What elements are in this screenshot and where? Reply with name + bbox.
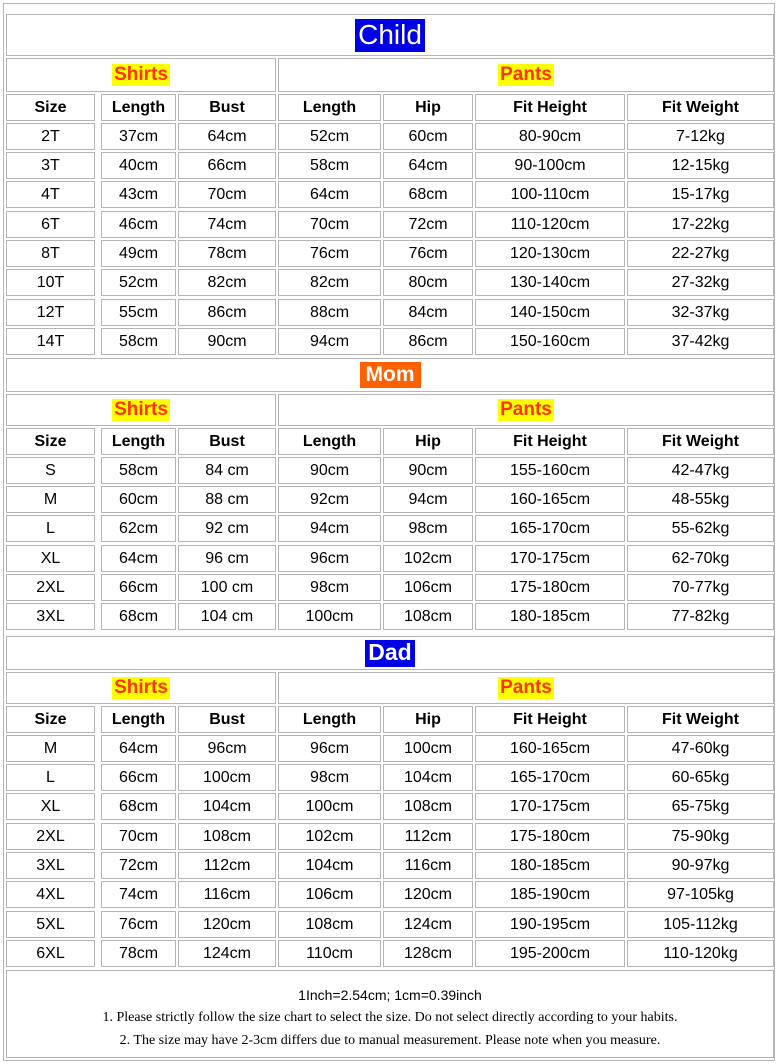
child-table-cell: 78cm: [178, 240, 276, 267]
child-table-cell: 150-160cm: [475, 328, 625, 355]
dad-table-cell: 104cm: [278, 852, 381, 879]
child-table-cell: 37cm: [101, 123, 176, 150]
child-pants-label: Pants: [500, 64, 552, 85]
dad-table-cell: 96cm: [278, 735, 381, 762]
mom-table-cell: 62-70kg: [627, 545, 774, 572]
dad-table-cell: 100cm: [383, 735, 473, 762]
child-column-header: Length: [278, 94, 381, 121]
mom-table-cell: 42-47kg: [627, 457, 774, 484]
child-shirts-label: Shirts: [114, 64, 168, 85]
dad-table-cell: 108cm: [383, 793, 473, 820]
child-table-cell: 14T: [6, 328, 95, 355]
dad-table-cell: 78cm: [101, 940, 176, 967]
mom-column-header: Fit Weight: [627, 428, 774, 455]
dad-table-cell: 110-120kg: [627, 940, 774, 967]
dad-section-banner: [6, 636, 774, 670]
child-table-cell: 60cm: [383, 123, 473, 150]
child-table-cell: 2T: [6, 123, 95, 150]
dad-section-title: Dad: [365, 640, 414, 667]
dad-column-header: Length: [101, 706, 176, 733]
child-table-cell: 7-12kg: [627, 123, 774, 150]
dad-column-header: Bust: [178, 706, 276, 733]
mom-shirts-header: [6, 394, 276, 426]
dad-table-cell: 185-190cm: [475, 881, 625, 908]
child-table-cell: 12T: [6, 299, 95, 326]
unit-conversion: 1Inch=2.54cm; 1cm=0.39inch: [298, 987, 482, 1003]
child-table-cell: 3T: [6, 152, 95, 179]
child-table-cell: 80cm: [383, 269, 473, 296]
dad-table-cell: 106cm: [278, 881, 381, 908]
dad-table-cell: 3XL: [6, 852, 95, 879]
dad-table-cell: 96cm: [178, 735, 276, 762]
dad-table-cell: 112cm: [383, 823, 473, 850]
dad-table-cell: 98cm: [278, 764, 381, 791]
child-table-cell: 22-27kg: [627, 240, 774, 267]
child-table-cell: 64cm: [178, 123, 276, 150]
mom-table-cell: 62cm: [101, 515, 176, 542]
child-table-cell: 49cm: [101, 240, 176, 267]
mom-table-cell: 92 cm: [178, 515, 276, 542]
child-table-cell: 82cm: [178, 269, 276, 296]
child-table-cell: 68cm: [383, 181, 473, 208]
mom-table-cell: 88 cm: [178, 486, 276, 513]
dad-table-cell: 100cm: [278, 793, 381, 820]
notes-box: [6, 970, 774, 1058]
dad-table-cell: 72cm: [101, 852, 176, 879]
dad-table-cell: 74cm: [101, 881, 176, 908]
mom-table-cell: 104 cm: [178, 603, 276, 630]
mom-table-cell: XL: [6, 545, 95, 572]
child-table-cell: 15-17kg: [627, 181, 774, 208]
mom-column-header: Fit Height: [475, 428, 625, 455]
child-table-cell: 12-15kg: [627, 152, 774, 179]
mom-table-cell: 84 cm: [178, 457, 276, 484]
dad-table-cell: 105-112kg: [627, 911, 774, 938]
child-table-cell: 86cm: [383, 328, 473, 355]
child-table-cell: 6T: [6, 211, 95, 238]
mom-table-cell: 180-185cm: [475, 603, 625, 630]
mom-table-cell: M: [6, 486, 95, 513]
child-column-header: Bust: [178, 94, 276, 121]
child-table-cell: 94cm: [278, 328, 381, 355]
dad-table-cell: 76cm: [101, 911, 176, 938]
mom-table-cell: 165-170cm: [475, 515, 625, 542]
child-table-cell: 17-22kg: [627, 211, 774, 238]
child-table-cell: 46cm: [101, 211, 176, 238]
dad-table-cell: 195-200cm: [475, 940, 625, 967]
mom-table-cell: S: [6, 457, 95, 484]
dad-table-cell: 120cm: [178, 911, 276, 938]
dad-table-cell: 175-180cm: [475, 823, 625, 850]
dad-table-cell: 70cm: [101, 823, 176, 850]
dad-table-cell: 66cm: [101, 764, 176, 791]
mom-table-cell: 55-62kg: [627, 515, 774, 542]
dad-shirts-header: [6, 672, 276, 704]
mom-table-cell: 48-55kg: [627, 486, 774, 513]
child-table-cell: 76cm: [278, 240, 381, 267]
mom-table-cell: 90cm: [383, 457, 473, 484]
dad-table-cell: 108cm: [278, 911, 381, 938]
mom-table-cell: 170-175cm: [475, 545, 625, 572]
mom-table-cell: 70-77kg: [627, 574, 774, 601]
mom-table-cell: 100 cm: [178, 574, 276, 601]
dad-table-cell: 104cm: [178, 793, 276, 820]
mom-table-cell: 96cm: [278, 545, 381, 572]
child-table-cell: 100-110cm: [475, 181, 625, 208]
dad-table-cell: 65-75kg: [627, 793, 774, 820]
child-table-cell: 88cm: [278, 299, 381, 326]
child-table-cell: 55cm: [101, 299, 176, 326]
dad-table-cell: 5XL: [6, 911, 95, 938]
mom-table-cell: 100cm: [278, 603, 381, 630]
child-table-cell: 130-140cm: [475, 269, 625, 296]
dad-table-cell: 124cm: [383, 911, 473, 938]
mom-table-cell: 68cm: [101, 603, 176, 630]
child-table-cell: 120-130cm: [475, 240, 625, 267]
dad-table-cell: L: [6, 764, 95, 791]
dad-shirts-label: Shirts: [114, 677, 168, 698]
mom-pants-label: Pants: [500, 399, 552, 420]
dad-table-cell: 124cm: [178, 940, 276, 967]
child-shirts-header: [6, 58, 276, 92]
child-table-cell: 40cm: [101, 152, 176, 179]
child-column-header: Hip: [383, 94, 473, 121]
mom-column-header: Bust: [178, 428, 276, 455]
child-table-cell: 37-42kg: [627, 328, 774, 355]
child-table-cell: 27-32kg: [627, 269, 774, 296]
mom-table-cell: 106cm: [383, 574, 473, 601]
child-table-cell: 70cm: [278, 211, 381, 238]
dad-table-cell: 97-105kg: [627, 881, 774, 908]
child-table-cell: 32-37kg: [627, 299, 774, 326]
note-2: 2. The size may have 2-3cm differs due to manual measurement. Please note when you measure.: [119, 1033, 661, 1048]
dad-table-cell: 47-60kg: [627, 735, 774, 762]
child-table-cell: 70cm: [178, 181, 276, 208]
child-table-cell: 58cm: [278, 152, 381, 179]
mom-table-cell: L: [6, 515, 95, 542]
mom-table-cell: 3XL: [6, 603, 95, 630]
child-section-title: Child: [355, 19, 425, 52]
child-table-cell: 8T: [6, 240, 95, 267]
child-table-cell: 52cm: [278, 123, 381, 150]
child-section-banner: [6, 14, 774, 56]
dad-column-header: Hip: [383, 706, 473, 733]
mom-table-cell: 58cm: [101, 457, 176, 484]
dad-table-cell: 110cm: [278, 940, 381, 967]
child-column-header: Fit Weight: [627, 94, 774, 121]
dad-table-cell: 160-165cm: [475, 735, 625, 762]
child-table-cell: 74cm: [178, 211, 276, 238]
dad-table-cell: XL: [6, 793, 95, 820]
child-table-cell: 4T: [6, 181, 95, 208]
mom-pants-header: [278, 394, 774, 426]
child-table-cell: 10T: [6, 269, 95, 296]
dad-table-cell: 90-97kg: [627, 852, 774, 879]
dad-table-cell: 64cm: [101, 735, 176, 762]
mom-table-cell: 175-180cm: [475, 574, 625, 601]
mom-section-banner: [6, 358, 774, 392]
child-table-cell: 64cm: [383, 152, 473, 179]
child-table-cell: 90cm: [178, 328, 276, 355]
mom-table-cell: 155-160cm: [475, 457, 625, 484]
mom-table-cell: 108cm: [383, 603, 473, 630]
child-pants-header: [278, 58, 774, 92]
dad-table-cell: 75-90kg: [627, 823, 774, 850]
mom-column-header: Length: [278, 428, 381, 455]
dad-table-cell: 2XL: [6, 823, 95, 850]
dad-table-cell: 116cm: [178, 881, 276, 908]
mom-table-cell: 102cm: [383, 545, 473, 572]
child-table-cell: 58cm: [101, 328, 176, 355]
child-table-cell: 43cm: [101, 181, 176, 208]
child-table-cell: 66cm: [178, 152, 276, 179]
mom-table-cell: 90cm: [278, 457, 381, 484]
mom-table-cell: 77-82kg: [627, 603, 774, 630]
child-table-cell: 64cm: [278, 181, 381, 208]
dad-table-cell: 108cm: [178, 823, 276, 850]
dad-table-cell: 68cm: [101, 793, 176, 820]
mom-section-title: Mom: [360, 362, 421, 388]
mom-table-cell: 98cm: [383, 515, 473, 542]
dad-table-cell: 120cm: [383, 881, 473, 908]
dad-pants-label: Pants: [500, 677, 552, 698]
mom-table-cell: 94cm: [278, 515, 381, 542]
child-table-cell: 84cm: [383, 299, 473, 326]
child-column-header: Length: [101, 94, 176, 121]
child-table-cell: 110-120cm: [475, 211, 625, 238]
child-column-header: Fit Height: [475, 94, 625, 121]
child-table-cell: 72cm: [383, 211, 473, 238]
dad-table-cell: 4XL: [6, 881, 95, 908]
mom-column-header: Size: [6, 428, 95, 455]
dad-table-cell: 104cm: [383, 764, 473, 791]
dad-table-cell: 6XL: [6, 940, 95, 967]
child-table-cell: 86cm: [178, 299, 276, 326]
mom-table-cell: 98cm: [278, 574, 381, 601]
dad-table-cell: 128cm: [383, 940, 473, 967]
dad-column-header: Fit Height: [475, 706, 625, 733]
dad-table-cell: 112cm: [178, 852, 276, 879]
mom-table-cell: 66cm: [101, 574, 176, 601]
mom-table-cell: 60cm: [101, 486, 176, 513]
mom-table-cell: 2XL: [6, 574, 95, 601]
mom-table-cell: 64cm: [101, 545, 176, 572]
mom-column-header: Length: [101, 428, 176, 455]
dad-table-cell: 180-185cm: [475, 852, 625, 879]
dad-column-header: Length: [278, 706, 381, 733]
child-table-cell: 52cm: [101, 269, 176, 296]
child-table-cell: 140-150cm: [475, 299, 625, 326]
dad-column-header: Fit Weight: [627, 706, 774, 733]
child-table-cell: 80-90cm: [475, 123, 625, 150]
mom-column-header: Hip: [383, 428, 473, 455]
child-table-cell: 76cm: [383, 240, 473, 267]
dad-table-cell: M: [6, 735, 95, 762]
dad-table-cell: 116cm: [383, 852, 473, 879]
dad-table-cell: 60-65kg: [627, 764, 774, 791]
dad-column-header: Size: [6, 706, 95, 733]
mom-table-cell: 160-165cm: [475, 486, 625, 513]
mom-table-cell: 92cm: [278, 486, 381, 513]
child-column-header: Size: [6, 94, 95, 121]
mom-shirts-label: Shirts: [114, 399, 168, 420]
mom-table-cell: 94cm: [383, 486, 473, 513]
dad-table-cell: 102cm: [278, 823, 381, 850]
dad-table-cell: 170-175cm: [475, 793, 625, 820]
dad-table-cell: 100cm: [178, 764, 276, 791]
dad-table-cell: 190-195cm: [475, 911, 625, 938]
note-1: 1. Please strictly follow the size chart to select the size. Do not select directly according to your habits.: [102, 1010, 678, 1025]
dad-pants-header: [278, 672, 774, 704]
dad-table-cell: 165-170cm: [475, 764, 625, 791]
child-table-cell: 82cm: [278, 269, 381, 296]
mom-table-cell: 96 cm: [178, 545, 276, 572]
child-table-cell: 90-100cm: [475, 152, 625, 179]
